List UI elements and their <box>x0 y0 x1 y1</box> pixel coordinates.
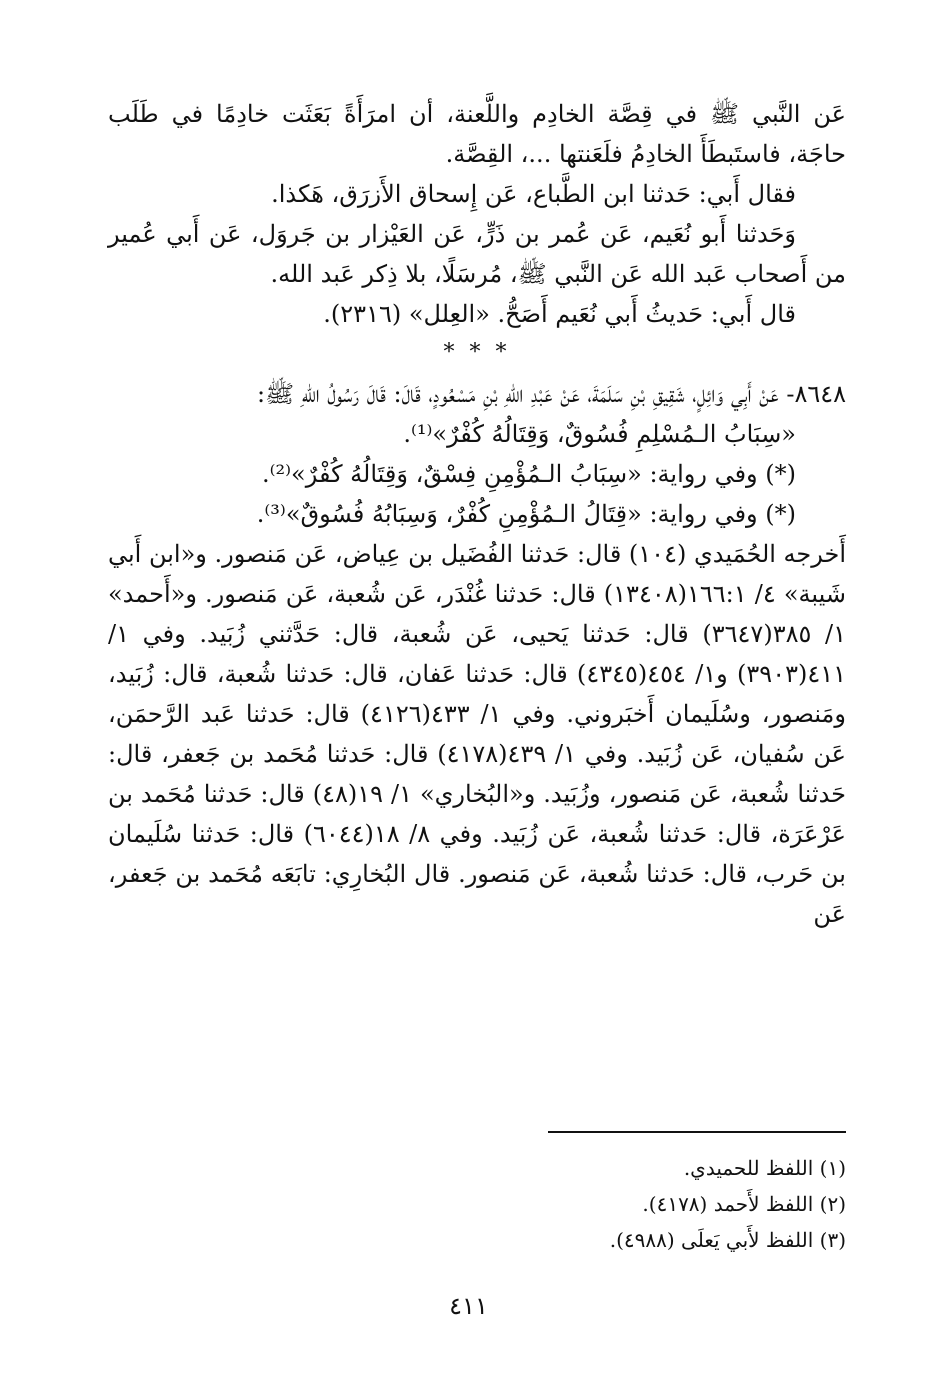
footnote-divider <box>548 1131 846 1133</box>
riwaya-1: (*) وفي رواية: «سِبَابُ الـمُؤْمِنِ فِسْقٌ، وَقِتَالُهُ كُفْرٌ»⁽²⁾. <box>261 460 796 488</box>
section-separator: * * * <box>443 340 511 365</box>
footnote-3: (٣) اللفظ لأَبي يَعلَى (٤٩٨٨). <box>609 1228 846 1252</box>
main-text <box>108 94 846 934</box>
takhrij-paragraph: أَخرجه الحُمَيدي (١٠٤) قال: حَدثنا الفُضَيل بن عِياض، عَن مَنصور. و«ابن أَبي شَيبة» ٤/ ١٦٦:١(١٣٤٠٨) قال: حَدثنا غُنْدَر، عَن شُعبة، عَن مَنصور. و«أَحمد» ١/ ٣٨٥(٣٦٤٧) قال: حَدثنا يَحيى، عَن شُعبة، قال: حَدَّثني زُبَيد. وفي ١/ ٤١١(٣٩٠٣) و١/ ٤٥٤(٤٣٤٥) قال: حَدثنا عَفان، قال: حَدثنا شُعبة، قال: زُبَيد، ومَنصور، وسُلَيمان أَخبَروني. وفي ١/ ٤٣٣(٤١٢٦) قال: حَدثنا عَبد الرَّحمَن، عَن سُفيان، عَن زُبَيد. وفي ١/ ٤٣٩(٤١٧٨) قال: حَدثنا مُحَمد بن جَعفر، قال: حَدثنا شُعبة، عَن مَنصور، وزُبَيد. و«البُخاري» ١/ ١٩(٤٨) قال: حَدثنا مُحَمد بن عَرْعَرَة، قال: حَدثنا شُعبة، عَن زُبَيد. وفي ٨/ ١٨(٦٠٤٤) قال: حَدثنا سُلَيمان بن حَرب، قال: حَدثنا شُعبة، عَن مَنصور. قال البُخارِي: تابَعَه مُحَمد بن جَعفر، عَن <box>107 540 847 928</box>
paragraph-abi-saying: فقال أَبي: حَدثنا ابن الطَّباع، عَن إِسحاق الأَزرَق، هَكذا. <box>271 180 796 208</box>
riwaya-2: (*) وفي رواية: «قِتَالُ الـمُؤْمِنِ كُفْرٌ، وَسِبَابُهُ فُسُوقٌ»⁽³⁾. <box>256 500 796 528</box>
paragraph-khadim-story: عَن النَّبي ﷺ في قِصَّة الخادِم واللَّعنة، أن امرَأَةً بَعَثَت خادِمًا في طَلَب حاجَة، فاستَبطَأَ الخادِمُ فلَعَنتها ...، القِصَّة. <box>108 100 846 168</box>
paragraph-abu-nuaym: وَحَدثنا أَبو نُعَيم، عَن عُمر بن ذَرٍّ، عَن العَيْزار بن جَروَل، عَن أَبي عُمير من أَصحاب عَبد الله عَن النَّبي ﷺ، مُرسَلًا، بلا ذِكر عَبد الله. <box>108 220 846 288</box>
hadith-8648-heading: ٨٦٤٨- عَنْ أَبِي وَائِلٍ، شَقِيقِ بْنِ سَلَمَةَ، عَنْ عَبْدِ اللهِ بْنِ مَسْعُودٍ، قَالَ: قَالَ رَسُولُ اللهِ ﷺ: <box>257 380 846 408</box>
hadith-text: «سِبَابُ الـمُسْلِمِ فُسُوقٌ، وَقِتَالُهُ كُفْرٌ»⁽¹⁾. <box>403 420 796 448</box>
paragraph-ilal-citation: قال أَبي: حَديثُ أَبي نُعَيم أَصَحُّ. «العِلل» (٢٣١٦). <box>323 300 796 328</box>
footnote-1: (١) اللفظ للحميدي. <box>683 1156 846 1180</box>
page-number: ٤١١ <box>449 1292 488 1320</box>
footnotes <box>500 1150 846 1258</box>
footnote-2: (٢) اللفظ لأَحمد (٤١٧٨). <box>642 1192 846 1216</box>
